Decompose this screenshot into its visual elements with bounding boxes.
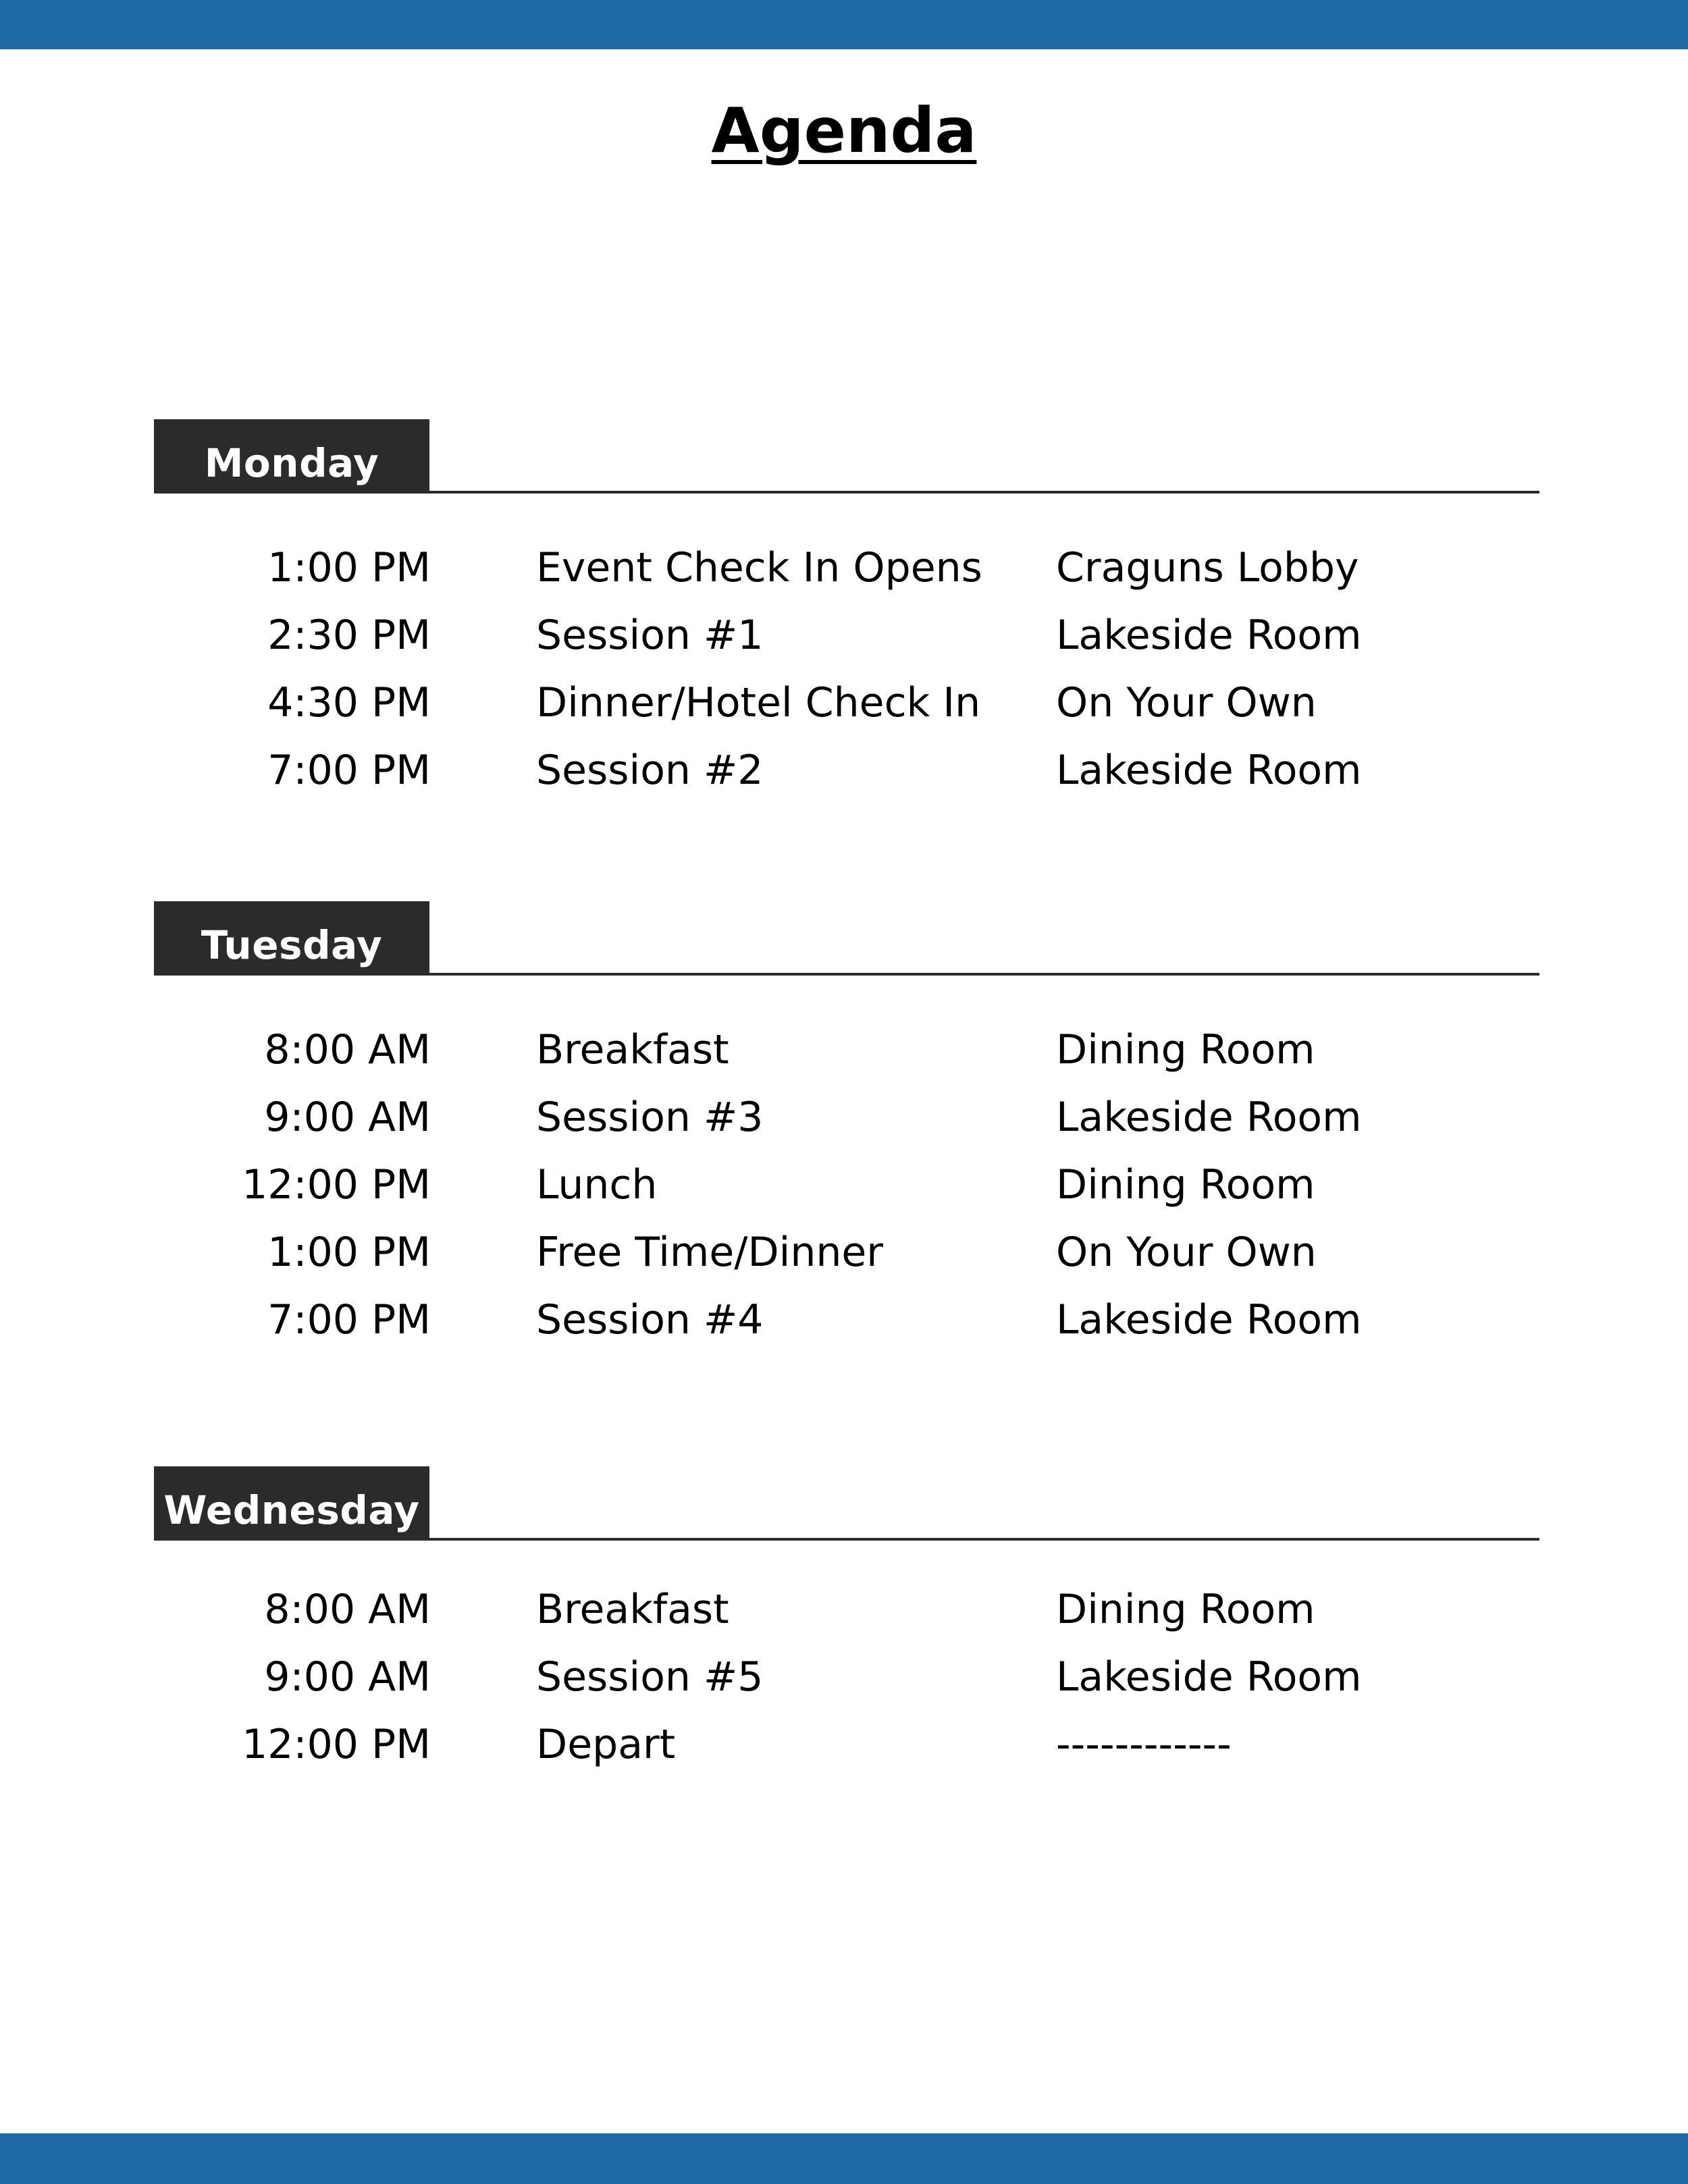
agenda-row: [154, 1643, 1539, 1711]
agenda-time: 8:00 AM: [264, 1586, 431, 1633]
agenda-event: Session #5: [536, 1653, 764, 1701]
agenda-row: [154, 1286, 1539, 1354]
agenda-time: 12:00 PM: [242, 1161, 431, 1208]
agenda-location: ------------: [1056, 1721, 1232, 1768]
agenda-event: Event Check In Opens: [536, 544, 982, 591]
agenda-event: Session #2: [536, 747, 764, 794]
agenda-time: 12:00 PM: [242, 1721, 431, 1768]
agenda-time: 9:00 AM: [264, 1653, 431, 1701]
agenda-list: [154, 534, 1539, 804]
top-color-band: [0, 0, 1688, 49]
day-section-wednesday: [154, 1464, 1539, 1778]
agenda-row: [154, 1016, 1539, 1084]
agenda-location: Dining Room: [1056, 1026, 1315, 1073]
agenda-time: 8:00 AM: [264, 1026, 431, 1073]
day-section-monday: [154, 417, 1539, 804]
agenda-location: Lakeside Room: [1056, 612, 1362, 659]
agenda-location: On Your Own: [1056, 1229, 1317, 1276]
agenda-location: Dining Room: [1056, 1586, 1315, 1633]
agenda-time: 2:30 PM: [267, 612, 431, 659]
agenda-time: 1:00 PM: [267, 1229, 431, 1276]
agenda-row: [154, 1576, 1539, 1643]
agenda-row: [154, 534, 1539, 602]
agenda-row: [154, 737, 1539, 804]
agenda-row: [154, 1711, 1539, 1778]
agenda-time: 7:00 PM: [267, 1296, 431, 1343]
agenda-location: Lakeside Room: [1056, 1296, 1362, 1343]
day-header: [154, 1464, 1539, 1541]
agenda-event: Free Time/Dinner: [536, 1229, 883, 1276]
agenda-event: Depart: [536, 1721, 676, 1768]
agenda-event: Session #1: [536, 612, 764, 659]
agenda-event: Breakfast: [536, 1586, 729, 1633]
agenda-event: Lunch: [536, 1161, 658, 1208]
agenda-time: 7:00 PM: [267, 747, 431, 794]
page-title: Agenda: [711, 95, 977, 167]
bottom-color-band: [0, 2133, 1688, 2184]
agenda-event: Session #4: [536, 1296, 764, 1343]
agenda-time: 1:00 PM: [267, 544, 431, 591]
agenda-location: Lakeside Room: [1056, 1094, 1362, 1141]
day-header: [154, 417, 1539, 494]
agenda-row: [154, 1151, 1539, 1219]
agenda-location: Lakeside Room: [1056, 1653, 1362, 1701]
agenda-location: Craguns Lobby: [1056, 544, 1359, 591]
agenda-location: Lakeside Room: [1056, 747, 1362, 794]
agenda-row: [154, 1219, 1539, 1286]
agenda-location: Dining Room: [1056, 1161, 1315, 1208]
agenda-row: [154, 1084, 1539, 1151]
day-tab: Tuesday: [154, 901, 429, 973]
day-tab: Wednesday: [154, 1466, 429, 1538]
agenda-list: [154, 1576, 1539, 1778]
agenda-location: On Your Own: [1056, 679, 1317, 726]
agenda-row: [154, 602, 1539, 669]
day-header: [154, 899, 1539, 976]
agenda-time: 9:00 AM: [264, 1094, 431, 1141]
agenda-row: [154, 669, 1539, 737]
agenda-event: Session #3: [536, 1094, 764, 1141]
agenda-list: [154, 1016, 1539, 1354]
agenda-event: Breakfast: [536, 1026, 729, 1073]
agenda-time: 4:30 PM: [267, 679, 431, 726]
day-section-tuesday: [154, 899, 1539, 1354]
day-tab: Monday: [154, 419, 429, 491]
agenda-event: Dinner/Hotel Check In: [536, 679, 981, 726]
